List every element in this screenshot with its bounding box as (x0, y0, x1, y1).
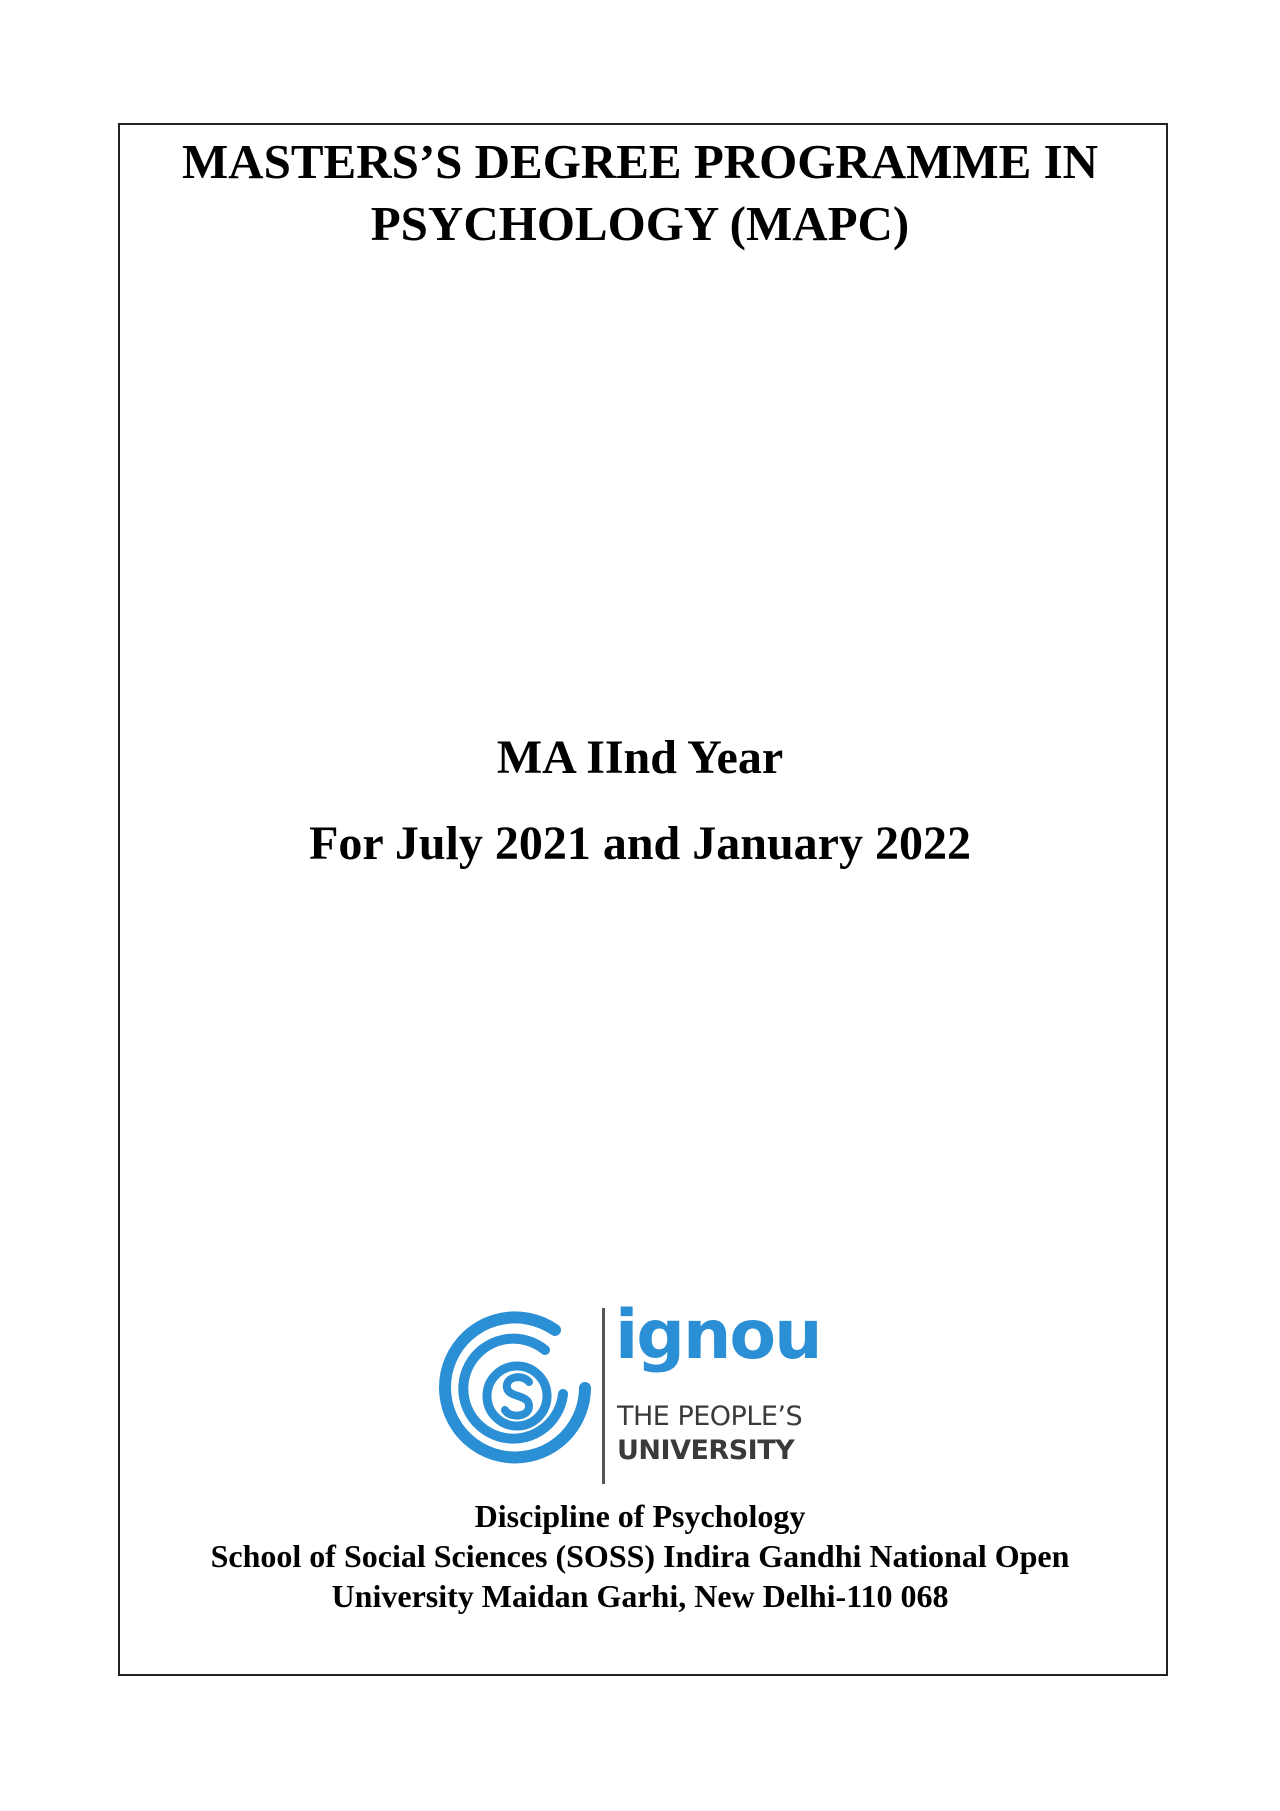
title-line-2: PSYCHOLOGY (MAPC) (370, 196, 910, 251)
logo-tagline-bottom: UNIVERSITY (617, 1435, 795, 1466)
ignou-logo (437, 1296, 847, 1484)
logo-wordmark: ignou (615, 1296, 821, 1375)
year-heading: MA IInd Year (496, 731, 784, 784)
ignou-emblem-icon (437, 1308, 597, 1484)
logo-divider (602, 1308, 605, 1484)
footer-line-2: School of Social Sciences (SOSS) Indira Gandhi National Open (210, 1538, 1070, 1574)
title-line-1: MASTERS’S DEGREE PROGRAMME IN (181, 134, 1099, 189)
footer-line-3: University Maidan Garhi, New Delhi-110 068 (331, 1578, 949, 1614)
logo-tagline-top: THE PEOPLE’S (617, 1401, 803, 1432)
footer-line-1: Discipline of Psychology (474, 1498, 806, 1534)
page-title (0, 131, 1280, 255)
publisher-address (0, 1496, 1280, 1616)
session-heading: For July 2021 and January 2022 (309, 817, 971, 870)
